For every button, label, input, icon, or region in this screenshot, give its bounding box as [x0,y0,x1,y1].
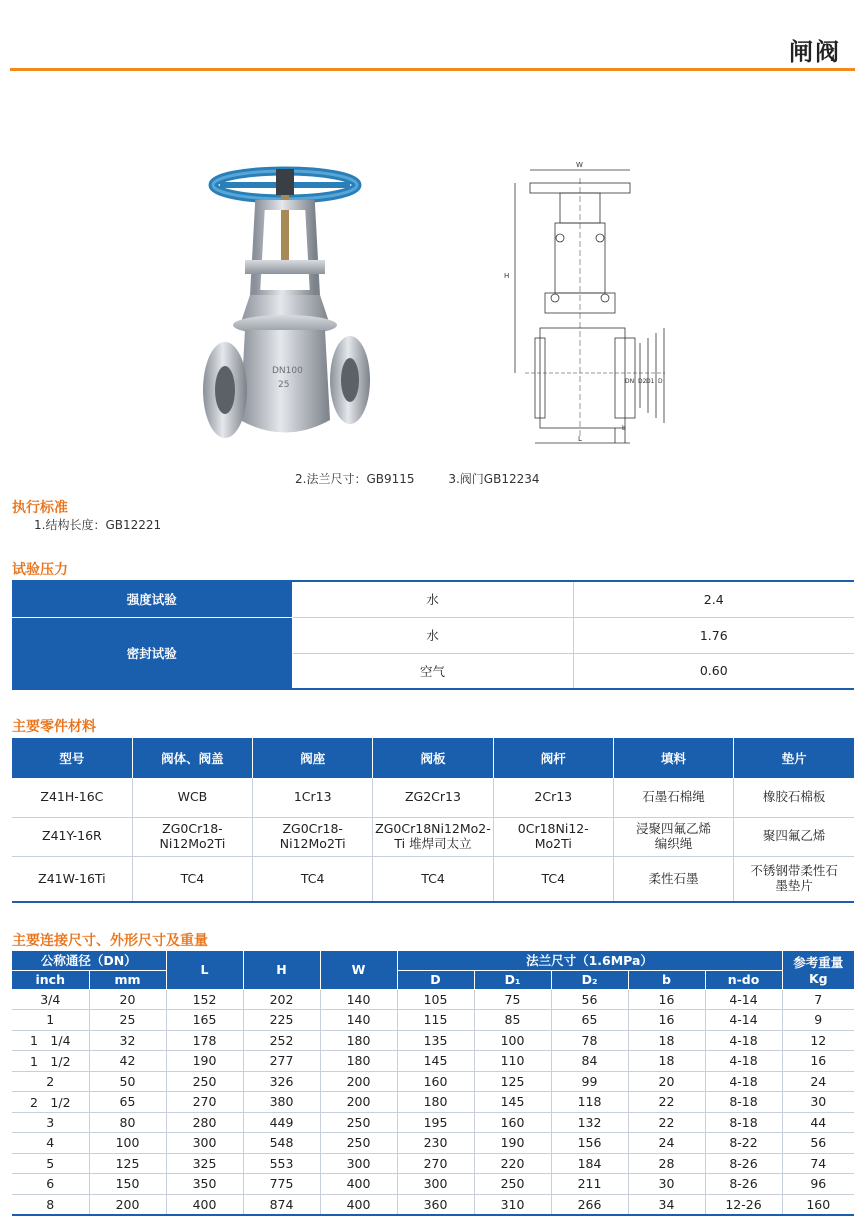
col-b: b [628,970,705,989]
col-model: 型号 [12,738,132,778]
cell: 449 [243,1112,320,1133]
standards-line [295,470,570,487]
col-flange: 法兰尺寸（1.6MPa） [397,951,782,970]
cell: 6 [12,1174,89,1195]
seal-medium-water: 水 [292,617,573,653]
cell: 277 [243,1051,320,1072]
cell: 99 [551,1071,628,1092]
cell: 310 [474,1194,551,1215]
cell: 125 [89,1153,166,1174]
cell: 5 [12,1153,89,1174]
cell: 30 [782,1092,854,1113]
cell: 65 [89,1092,166,1113]
cell: 56 [782,1133,854,1154]
cell: ZG0Cr18-Ni12Mo2Ti [132,817,252,856]
col-body-bonnet: 阀体、阀盖 [132,738,252,778]
col-disc: 阀板 [373,738,493,778]
cell: 0Cr18Ni12-Mo2Ti [493,817,613,856]
cell: 8-18 [705,1092,782,1113]
cell: 4-18 [705,1071,782,1092]
dimensions-table [12,951,854,1216]
cell: 300 [166,1133,243,1154]
cell: 65 [551,1010,628,1031]
table-row [12,778,854,817]
cell: ZG0Cr18-Ni12Mo2Ti [253,817,373,856]
cell: 56 [551,989,628,1010]
table-row [12,581,854,617]
table-row [12,1153,854,1174]
cell: 1 1/2 [12,1051,89,1072]
table-row [12,1092,854,1113]
materials-table [12,738,854,903]
cell: 150 [89,1174,166,1195]
cell: 2 1/2 [12,1092,89,1113]
dim-d1-label: D1 [646,378,655,385]
cell: 140 [320,1010,397,1031]
cell: 178 [166,1030,243,1051]
cell: 190 [166,1051,243,1072]
cell: 80 [89,1112,166,1133]
cell: 34 [628,1194,705,1215]
cell: 270 [397,1153,474,1174]
cell: 400 [320,1194,397,1215]
test-pressure-table [12,580,854,690]
seal-value-water: 1.76 [573,617,854,653]
cell: 4-18 [705,1030,782,1051]
photo-dn-mark: DN100 [272,366,303,376]
cell: 74 [782,1153,854,1174]
cell: 270 [166,1092,243,1113]
strength-medium: 水 [292,581,573,617]
table-row [12,989,854,1010]
table-row [12,1010,854,1031]
page-title: 闸阀 [789,38,841,66]
cell: 1Cr13 [253,778,373,817]
photo-pn-mark: 25 [278,380,290,390]
cell: 3/4 [12,989,89,1010]
table-row [12,1112,854,1133]
cell: 400 [166,1194,243,1215]
cell: 105 [397,989,474,1010]
cell: 165 [166,1010,243,1031]
col-h: H [243,951,320,989]
seal-value-air: 0.60 [573,653,854,689]
cell: 9 [782,1010,854,1031]
valve-drawing [500,158,680,453]
cell: 18 [628,1051,705,1072]
cell: 24 [628,1133,705,1154]
cell: 不锈钢带柔性石墨垫片 [734,856,854,902]
cell: 300 [320,1153,397,1174]
cell: 225 [243,1010,320,1031]
cell: WCB [132,778,252,817]
table-header-row [12,738,854,778]
cell: 220 [474,1153,551,1174]
cell: 柔性石墨 [613,856,733,902]
cell: 115 [397,1010,474,1031]
cell: 160 [782,1194,854,1215]
col-l: L [166,951,243,989]
cell: 20 [628,1071,705,1092]
cell: 16 [628,989,705,1010]
cell: 350 [166,1174,243,1195]
table-header-row [12,951,854,970]
table-row [12,1051,854,1072]
cell: 50 [89,1071,166,1092]
cell: 8 [12,1194,89,1215]
cell: 75 [474,989,551,1010]
cell: 202 [243,989,320,1010]
cell: TC4 [253,856,373,902]
cell: 4-18 [705,1051,782,1072]
cell: 2 [12,1071,89,1092]
cell: 24 [782,1071,854,1092]
cell: 874 [243,1194,320,1215]
cell: 548 [243,1133,320,1154]
cell: 380 [243,1092,320,1113]
cell: 145 [474,1092,551,1113]
dim-b-label: b [622,425,626,432]
cell: 3 [12,1112,89,1133]
col-mm: mm [89,970,166,989]
cell: 200 [89,1194,166,1215]
cell: 16 [628,1010,705,1031]
cell: 1 1/4 [12,1030,89,1051]
cell: 84 [551,1051,628,1072]
cell: 140 [320,989,397,1010]
standard-valve: 3.阀门GB12234 [448,472,540,486]
cell: 118 [551,1092,628,1113]
cell: 7 [782,989,854,1010]
cell: TC4 [132,856,252,902]
cell: TC4 [373,856,493,902]
cell: 250 [320,1112,397,1133]
cell: 230 [397,1133,474,1154]
cell: 326 [243,1071,320,1092]
title-rule [10,68,855,71]
col-ndo: n-do [705,970,782,989]
dim-h-label: H [504,272,510,280]
cell: Z41W-16Ti [12,856,132,902]
col-weight-label: 参考重量 [793,955,844,971]
cell: 280 [166,1112,243,1133]
col-d1: D₁ [474,970,551,989]
cell: 250 [320,1133,397,1154]
valve-photo [200,165,380,460]
cell: 200 [320,1092,397,1113]
cell: 78 [551,1030,628,1051]
exec-standard-heading: 执行标准 [12,500,68,516]
table-row [12,1174,854,1195]
standard-flange: 2.法兰尺寸：GB9115 [295,472,415,486]
table-row [12,817,854,856]
cell: 195 [397,1112,474,1133]
table-row [12,1030,854,1051]
cell: 8-26 [705,1153,782,1174]
col-weight [782,951,854,989]
cell: 100 [474,1030,551,1051]
cell: 22 [628,1112,705,1133]
cell: 28 [628,1153,705,1174]
cell: TC4 [493,856,613,902]
cell: 浸聚四氟乙烯编织绳 [613,817,733,856]
cell: 32 [89,1030,166,1051]
seal-medium-air: 空气 [292,653,573,689]
col-d2: D₂ [551,970,628,989]
cell: 132 [551,1112,628,1133]
cell: 250 [166,1071,243,1092]
cell: 180 [320,1030,397,1051]
cell: 85 [474,1010,551,1031]
col-packing: 填料 [613,738,733,778]
cell: 125 [474,1071,551,1092]
cell: 2Cr13 [493,778,613,817]
cell: 8-22 [705,1133,782,1154]
cell: 160 [397,1071,474,1092]
cell: 360 [397,1194,474,1215]
strength-test-label: 强度试验 [12,581,292,617]
cell: 553 [243,1153,320,1174]
cell: 211 [551,1174,628,1195]
col-weight-unit: Kg [808,971,828,987]
cell: ZG0Cr18Ni12Mo2-Ti 堆焊司太立 [373,817,493,856]
cell: 橡胶石棉板 [734,778,854,817]
dim-d2-label: D2 [638,378,647,385]
cell: 25 [89,1010,166,1031]
col-w: W [320,951,397,989]
cell: 325 [166,1153,243,1174]
cell: 石墨石棉绳 [613,778,733,817]
cell: 180 [320,1051,397,1072]
cell: 96 [782,1174,854,1195]
cell: 110 [474,1051,551,1072]
cell: 190 [474,1133,551,1154]
cell: 400 [320,1174,397,1195]
table-row [12,1133,854,1154]
cell: 1 [12,1010,89,1031]
col-dn: 公称通径（DN） [12,951,166,970]
dim-dn-label: DN [625,378,635,385]
cell: 42 [89,1051,166,1072]
col-stem: 阀杆 [493,738,613,778]
table-header-row [12,970,854,989]
table-row [12,617,854,653]
dimensions-heading: 主要连接尺寸、外形尺寸及重量 [12,933,208,949]
cell: 160 [474,1112,551,1133]
dim-l-label: L [578,435,582,443]
cell: 12 [782,1030,854,1051]
cell: 20 [89,989,166,1010]
strength-value: 2.4 [573,581,854,617]
cell: Z41Y-16R [12,817,132,856]
cell: 184 [551,1153,628,1174]
cell: 4-14 [705,989,782,1010]
cell: 12-26 [705,1194,782,1215]
col-seat: 阀座 [253,738,373,778]
cell: 180 [397,1092,474,1113]
dim-d-label: D [658,378,663,385]
col-gasket: 垫片 [734,738,854,778]
cell: 775 [243,1174,320,1195]
col-d: D [397,970,474,989]
col-inch: inch [12,970,89,989]
cell: 30 [628,1174,705,1195]
cell: 252 [243,1030,320,1051]
materials-heading: 主要零件材料 [12,719,96,735]
cell: 200 [320,1071,397,1092]
cell: 4 [12,1133,89,1154]
cell: ZG2Cr13 [373,778,493,817]
table-row [12,1194,854,1215]
cell: 聚四氟乙烯 [734,817,854,856]
cell: 250 [474,1174,551,1195]
cell: 18 [628,1030,705,1051]
cell: 4-14 [705,1010,782,1031]
cell: Z41H-16C [12,778,132,817]
cell: 22 [628,1092,705,1113]
cell: 152 [166,989,243,1010]
cell: 145 [397,1051,474,1072]
cell: 100 [89,1133,166,1154]
dim-w-label: W [576,161,583,169]
cell: 44 [782,1112,854,1133]
table-row [12,1071,854,1092]
test-pressure-heading: 试验压力 [12,562,68,578]
seal-test-label: 密封试验 [12,617,292,689]
exec-standard-item: 1.结构长度：GB12221 [34,518,162,532]
cell: 8-18 [705,1112,782,1133]
cell: 16 [782,1051,854,1072]
cell: 266 [551,1194,628,1215]
cell: 300 [397,1174,474,1195]
table-row [12,856,854,902]
cell: 8-26 [705,1174,782,1195]
cell: 156 [551,1133,628,1154]
cell: 135 [397,1030,474,1051]
